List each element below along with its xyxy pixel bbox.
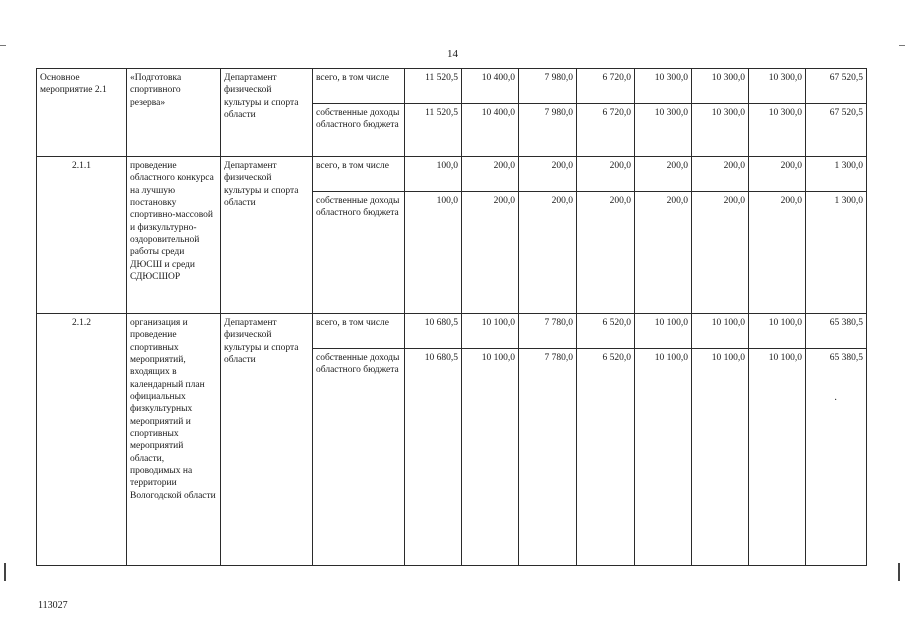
- value-cell: 200,0: [692, 157, 749, 192]
- value-cell: 100,0: [405, 192, 462, 314]
- margin-tick: [899, 45, 905, 46]
- value-cell: 10 300,0: [692, 104, 749, 157]
- value-cell: 6 520,0: [577, 349, 635, 566]
- total-cell: 67 520,5: [806, 69, 867, 104]
- value-cell: 10 680,5: [405, 314, 462, 349]
- measure-title: «Подготовка спортивного резерва»: [127, 69, 221, 157]
- value-cell: 10 100,0: [749, 314, 806, 349]
- value-cell: 200,0: [519, 157, 577, 192]
- value-cell: 10 400,0: [462, 69, 519, 104]
- measure-code: 2.1.1: [37, 157, 127, 314]
- funding-source: собственные доходы областного бюджета: [313, 349, 405, 566]
- value-cell: 11 520,5: [405, 104, 462, 157]
- budget-table: [36, 68, 867, 566]
- value-cell: 10 300,0: [635, 69, 692, 104]
- total-cell: 65 380,5: [806, 349, 867, 566]
- total-cell: 67 520,5: [806, 104, 867, 157]
- measure-code: Основное мероприятие 2.1: [37, 69, 127, 157]
- funding-source: всего, в том числе: [313, 157, 405, 192]
- table-row: [37, 157, 867, 192]
- value-cell: 10 300,0: [692, 69, 749, 104]
- margin-tick: [0, 45, 6, 46]
- page-number: 14: [447, 48, 458, 60]
- funding-source: всего, в том числе: [313, 314, 405, 349]
- total-cell: 1 300,0: [806, 157, 867, 192]
- margin-mark: [898, 563, 900, 581]
- value-cell: 11 520,5: [405, 69, 462, 104]
- total-cell: 65 380,5: [806, 314, 867, 349]
- value-cell: 200,0: [635, 157, 692, 192]
- value-cell: 10 100,0: [462, 349, 519, 566]
- measure-executor: Департамент физической культуры и спорта области: [221, 314, 313, 566]
- stray-mark: ·: [834, 395, 838, 406]
- value-cell: 6 520,0: [577, 314, 635, 349]
- funding-source: собственные доходы областного бюджета: [313, 192, 405, 314]
- measure-title: организация и проведение спортивных мероприятий, входящих в календарный план официальных физкультурных мероприятий и спортивных мероприятий области, проводимых на территории Вологодской области: [127, 314, 221, 566]
- value-cell: 6 720,0: [577, 104, 635, 157]
- total-cell: 1 300,0: [806, 192, 867, 314]
- value-cell: 10 300,0: [635, 104, 692, 157]
- value-cell: 10 100,0: [692, 349, 749, 566]
- value-cell: 10 100,0: [635, 349, 692, 566]
- value-cell: 200,0: [462, 192, 519, 314]
- value-cell: 7 780,0: [519, 349, 577, 566]
- value-cell: 200,0: [577, 192, 635, 314]
- value-cell: 10 300,0: [749, 69, 806, 104]
- value-cell: 10 300,0: [749, 104, 806, 157]
- value-cell: 200,0: [577, 157, 635, 192]
- value-cell: 10 100,0: [635, 314, 692, 349]
- margin-mark: [4, 563, 6, 581]
- funding-source: всего, в том числе: [313, 69, 405, 104]
- measure-title: проведение областного конкурса на лучшую постановку спортивно-массовой и физкультурно-оздоровительной работы среди ДЮСШ и среди СДЮСШОР: [127, 157, 221, 314]
- measure-executor: Департамент физической культуры и спорта области: [221, 157, 313, 314]
- value-cell: 200,0: [749, 192, 806, 314]
- value-cell: 200,0: [519, 192, 577, 314]
- value-cell: 200,0: [462, 157, 519, 192]
- value-cell: 10 100,0: [692, 314, 749, 349]
- funding-source: собственные доходы областного бюджета: [313, 104, 405, 157]
- value-cell: 7 980,0: [519, 104, 577, 157]
- value-cell: 10 400,0: [462, 104, 519, 157]
- value-cell: 10 100,0: [749, 349, 806, 566]
- value-cell: 200,0: [749, 157, 806, 192]
- value-cell: 6 720,0: [577, 69, 635, 104]
- measure-executor: Департамент физической культуры и спорта области: [221, 69, 313, 157]
- table-row: [37, 69, 867, 104]
- value-cell: 200,0: [692, 192, 749, 314]
- value-cell: 7 980,0: [519, 69, 577, 104]
- value-cell: 100,0: [405, 157, 462, 192]
- measure-code: 2.1.2: [37, 314, 127, 566]
- table-row: [37, 314, 867, 349]
- document-id: 113027: [38, 600, 68, 611]
- value-cell: 10 100,0: [462, 314, 519, 349]
- value-cell: 200,0: [635, 192, 692, 314]
- value-cell: 10 680,5: [405, 349, 462, 566]
- value-cell: 7 780,0: [519, 314, 577, 349]
